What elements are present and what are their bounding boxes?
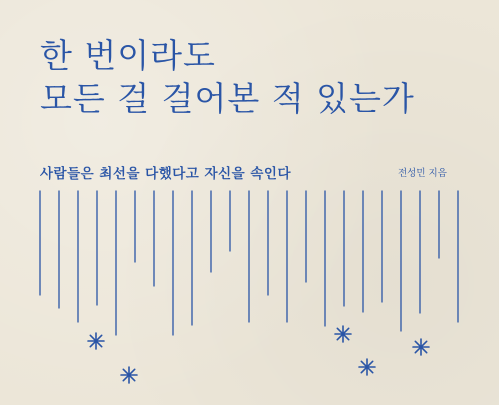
title-line-1: 한 번이라도 [40, 36, 216, 75]
book-subtitle: 사람들은 최선을 다했다고 자신을 속인다 [40, 166, 291, 182]
asterisk-star-icon [335, 326, 351, 342]
asterisk-star-icon [359, 359, 375, 375]
asterisk-star-icon [413, 339, 429, 355]
title-line-2: 모든 걸 걸어본 적 있는가 [40, 79, 415, 118]
asterisk-star-icon [88, 333, 104, 349]
asterisk-star-icon [121, 367, 137, 383]
author-credit: 전성민 지음 [398, 168, 447, 179]
